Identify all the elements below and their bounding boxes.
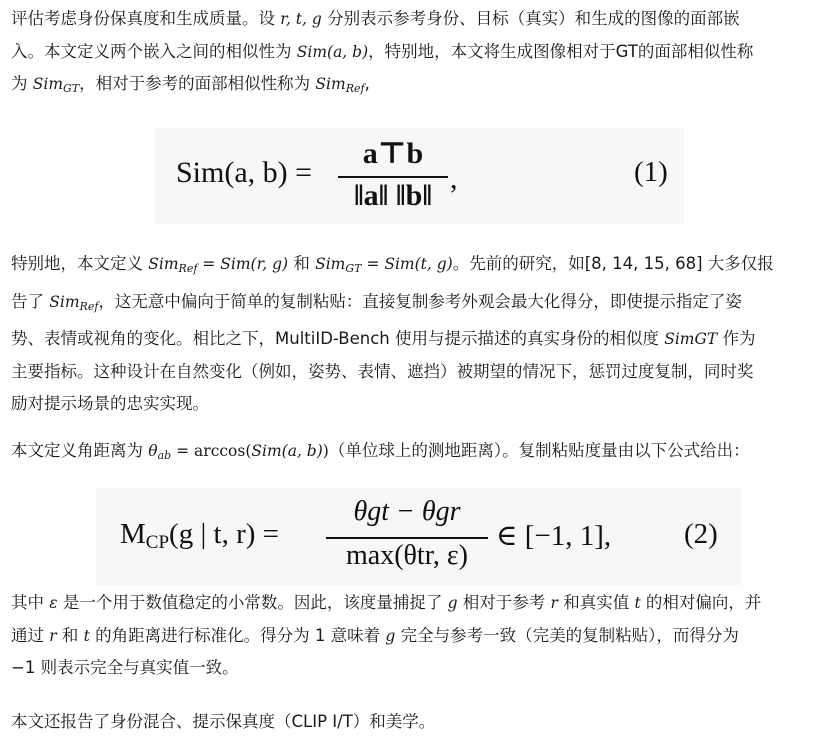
metric-explanation-paragraph bbox=[11, 587, 823, 685]
eq1-denominator: ‖a‖ ‖b‖ bbox=[353, 179, 433, 212]
eq2-fraction-bar bbox=[326, 537, 488, 539]
motivation-line-2: 告了 Sim$_{Ref}$，这无意中偏向于简单的复制粘贴：直接复制参考外观会最大化得分，即使提示指定了姿 bbox=[11, 291, 742, 313]
eq2-numerator: θgt − θgr bbox=[353, 496, 461, 527]
math-vars-rtg: r, t, g bbox=[280, 10, 322, 28]
motivation-line-1: 特别地，本文定义 Sim$_{Ref}$ = Sim(r, g) 和 Sim$_{GT}$ = Sim(t, g)。先前的研究，如[8, 14, 15, 68] 大多仅报 bbox=[11, 254, 774, 275]
angular-distance-line: 本文定义角距离为 $\theta_{ab} = \arccos(Sim(a$, b))（单位球上的测地距离）。复制粘贴度量由以下公式给出： bbox=[11, 441, 750, 462]
eq2-number: (2) bbox=[684, 518, 718, 550]
math-simref-def: Sim$_{Ref}$ = Sim(r, g) bbox=[148, 255, 289, 275]
motivation-line-4: 主要指标。这种设计在自然变化（例如，姿势、表情、遮挡）被期望的情况下，惩罚过度复制，同时奖 bbox=[11, 361, 754, 381]
math-sim-ref: Sim$_{Ref}$ bbox=[315, 75, 365, 95]
eq1-lhs: Sim(a, b) = bbox=[176, 156, 313, 189]
additional-metrics-paragraph bbox=[11, 706, 823, 739]
eq1-number: (1) bbox=[634, 156, 668, 188]
math-simgt-metric: SimGT bbox=[664, 330, 718, 348]
equation-1-image bbox=[154, 128, 684, 224]
intro-paragraph bbox=[11, 3, 823, 106]
additional-metrics-line: 本文还报告了身份混合、提示保真度（CLIP I/T）和美学。 bbox=[11, 712, 436, 731]
motivation-line-3: 势、表情或视角的变化。相比之下，MultiID-Bench 使用与提示描述的真实身份的相似度 SimGT 作为 bbox=[11, 329, 756, 348]
intro-line-3: 为 Sim$_{GT}$，相对于参考的面部相似性称为 Sim$_{Ref}$, bbox=[11, 74, 370, 95]
eq1-fraction-bar bbox=[338, 176, 448, 178]
eq1-trailing-comma: , bbox=[450, 162, 458, 195]
eq2-rhs: ∈ [−1, 1], bbox=[496, 520, 612, 552]
metric-line-1: 其中 ε 是一个用于数值稳定的小常数。因此，该度量捕捉了 g 相对于参考 r 和真实值 t 的相对偏向，并 bbox=[11, 593, 762, 612]
equation-2-image bbox=[96, 488, 741, 585]
motivation-line-5: 励对提示场景的忠实实现。 bbox=[11, 394, 209, 413]
eq2-denominator: max(θtr, ε) bbox=[345, 540, 468, 571]
math-sim-ab: Sim(a, b) bbox=[296, 42, 369, 61]
metric-line-3: −1 则表示完全与真实值一致。 bbox=[11, 658, 239, 677]
math-sim-gt: Sim$_{GT}$ bbox=[32, 75, 80, 95]
math-simref-2: Sim$_{Ref}$ bbox=[49, 292, 99, 313]
angular-distance-paragraph bbox=[11, 435, 823, 473]
eq1-numerator: a⊤b bbox=[362, 137, 424, 170]
math-simgt-def: Sim$_{GT}$ = Sim(t, g) bbox=[315, 255, 453, 275]
intro-line-1: 评估考虑身份保真度和生成质量。设 r, t, g 分别表示参考身份、目标（真实）和生成的图像的面部嵌 bbox=[11, 9, 740, 28]
math-theta-ab: $\theta_{ab}$ bbox=[148, 442, 172, 462]
motivation-paragraph bbox=[11, 248, 823, 421]
intro-line-2: 入。本文定义两个嵌入之间的相似性为 Sim(a, b)，特别地，本文将生成图像相对于GT的面部相似性称 bbox=[11, 41, 754, 61]
metric-line-2: 通过 r 和 t 的角距离进行标准化。得分为 1 意味着 g 完全与参考一致（完美的复制粘贴），而得分为 bbox=[11, 625, 739, 645]
eq2-fraction bbox=[326, 496, 488, 580]
eq2-lhs: MCP(g | t, r) = bbox=[120, 518, 279, 553]
eq1-fraction bbox=[338, 136, 448, 218]
